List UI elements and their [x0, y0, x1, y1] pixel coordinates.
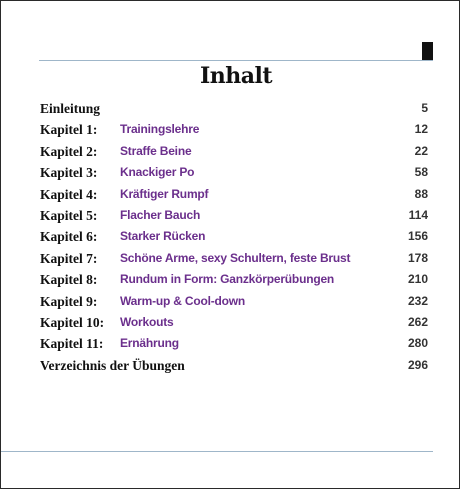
toc-entry-kapitel-3 [1, 162, 460, 183]
bottom-divider [1, 451, 433, 452]
toc-entry-page: 210 [407, 272, 428, 287]
toc-entry-topic: Starker Rücken [120, 229, 206, 244]
toc-entry-kapitel-11 [1, 333, 460, 354]
toc-entry-topic: Schöne Arme, sexy Schultern, feste Brust [120, 250, 351, 265]
toc-entry-page: 296 [407, 357, 428, 372]
toc-entry-label: Kapitel 9: [40, 293, 98, 309]
toc-entry-label: Kapitel 1: [40, 122, 98, 138]
toc-entry-topic: Warm-up & Cool-down [120, 293, 246, 308]
toc-entry-topic: Kräftiger Rumpf [120, 186, 209, 201]
toc-entry-page: 232 [407, 293, 428, 308]
toc-entry-topic: Rundum in Form: Ganzkörperübungen [120, 272, 335, 287]
toc-entry-kapitel-8 [1, 269, 460, 290]
toc-entry-page: 280 [407, 336, 428, 351]
toc-entry-label: Kapitel 11: [40, 336, 104, 352]
toc-entry-page: 156 [407, 229, 428, 244]
toc-entry-page: 5 [421, 101, 428, 115]
toc-entry-page: 114 [408, 207, 428, 222]
toc-entry-kapitel-7 [1, 248, 460, 269]
toc-entry-page: 88 [414, 186, 428, 201]
toc-entry-kapitel-2 [1, 141, 460, 162]
toc-entry-label: Kapitel 5: [40, 207, 98, 223]
toc-entry-label: Einleitung [40, 101, 101, 116]
toc-entry-kapitel-5 [1, 205, 460, 226]
toc-entry-kapitel-6 [1, 226, 460, 247]
toc-entry-page: 12 [414, 122, 428, 137]
toc-entry-kapitel-1 [1, 119, 460, 140]
toc-entry-label: Kapitel 4: [40, 186, 98, 202]
toc-entry-label: Kapitel 7: [40, 250, 98, 266]
toc-entry-label: Kapitel 8: [40, 272, 98, 288]
toc-entry-label: Kapitel 2: [40, 143, 98, 159]
table-of-contents [1, 98, 460, 376]
toc-entry-topic: Flacher Bauch [120, 207, 201, 222]
toc-entry-page: 262 [407, 314, 428, 329]
toc-entry-kapitel-9 [1, 291, 460, 312]
toc-entry-topic: Straffe Beine [120, 143, 192, 158]
toc-entry-einleitung [1, 98, 460, 119]
toc-entry-page: 22 [414, 143, 428, 158]
toc-entry-topic: Workouts [120, 314, 174, 329]
toc-entry-verzeichnis [1, 355, 460, 376]
toc-entry-page: 58 [414, 165, 428, 180]
toc-entry-kapitel-10 [1, 312, 460, 333]
toc-entry-label: Kapitel 3: [40, 165, 98, 181]
toc-entry-page: 178 [407, 250, 428, 265]
toc-entry-topic: Knackiger Po [120, 165, 195, 180]
toc-entry-kapitel-4 [1, 184, 460, 205]
toc-entry-label: Kapitel 6: [40, 229, 98, 245]
toc-entry-label: Kapitel 10: [40, 314, 105, 330]
page-title: Inhalt [199, 63, 273, 89]
top-divider [39, 60, 433, 61]
toc-entry-label: Verzeichnis der Übungen [40, 357, 185, 373]
toc-entry-topic: Trainingslehre [120, 122, 200, 137]
corner-marker [422, 42, 433, 60]
toc-entry-topic: Ernährung [120, 336, 179, 351]
